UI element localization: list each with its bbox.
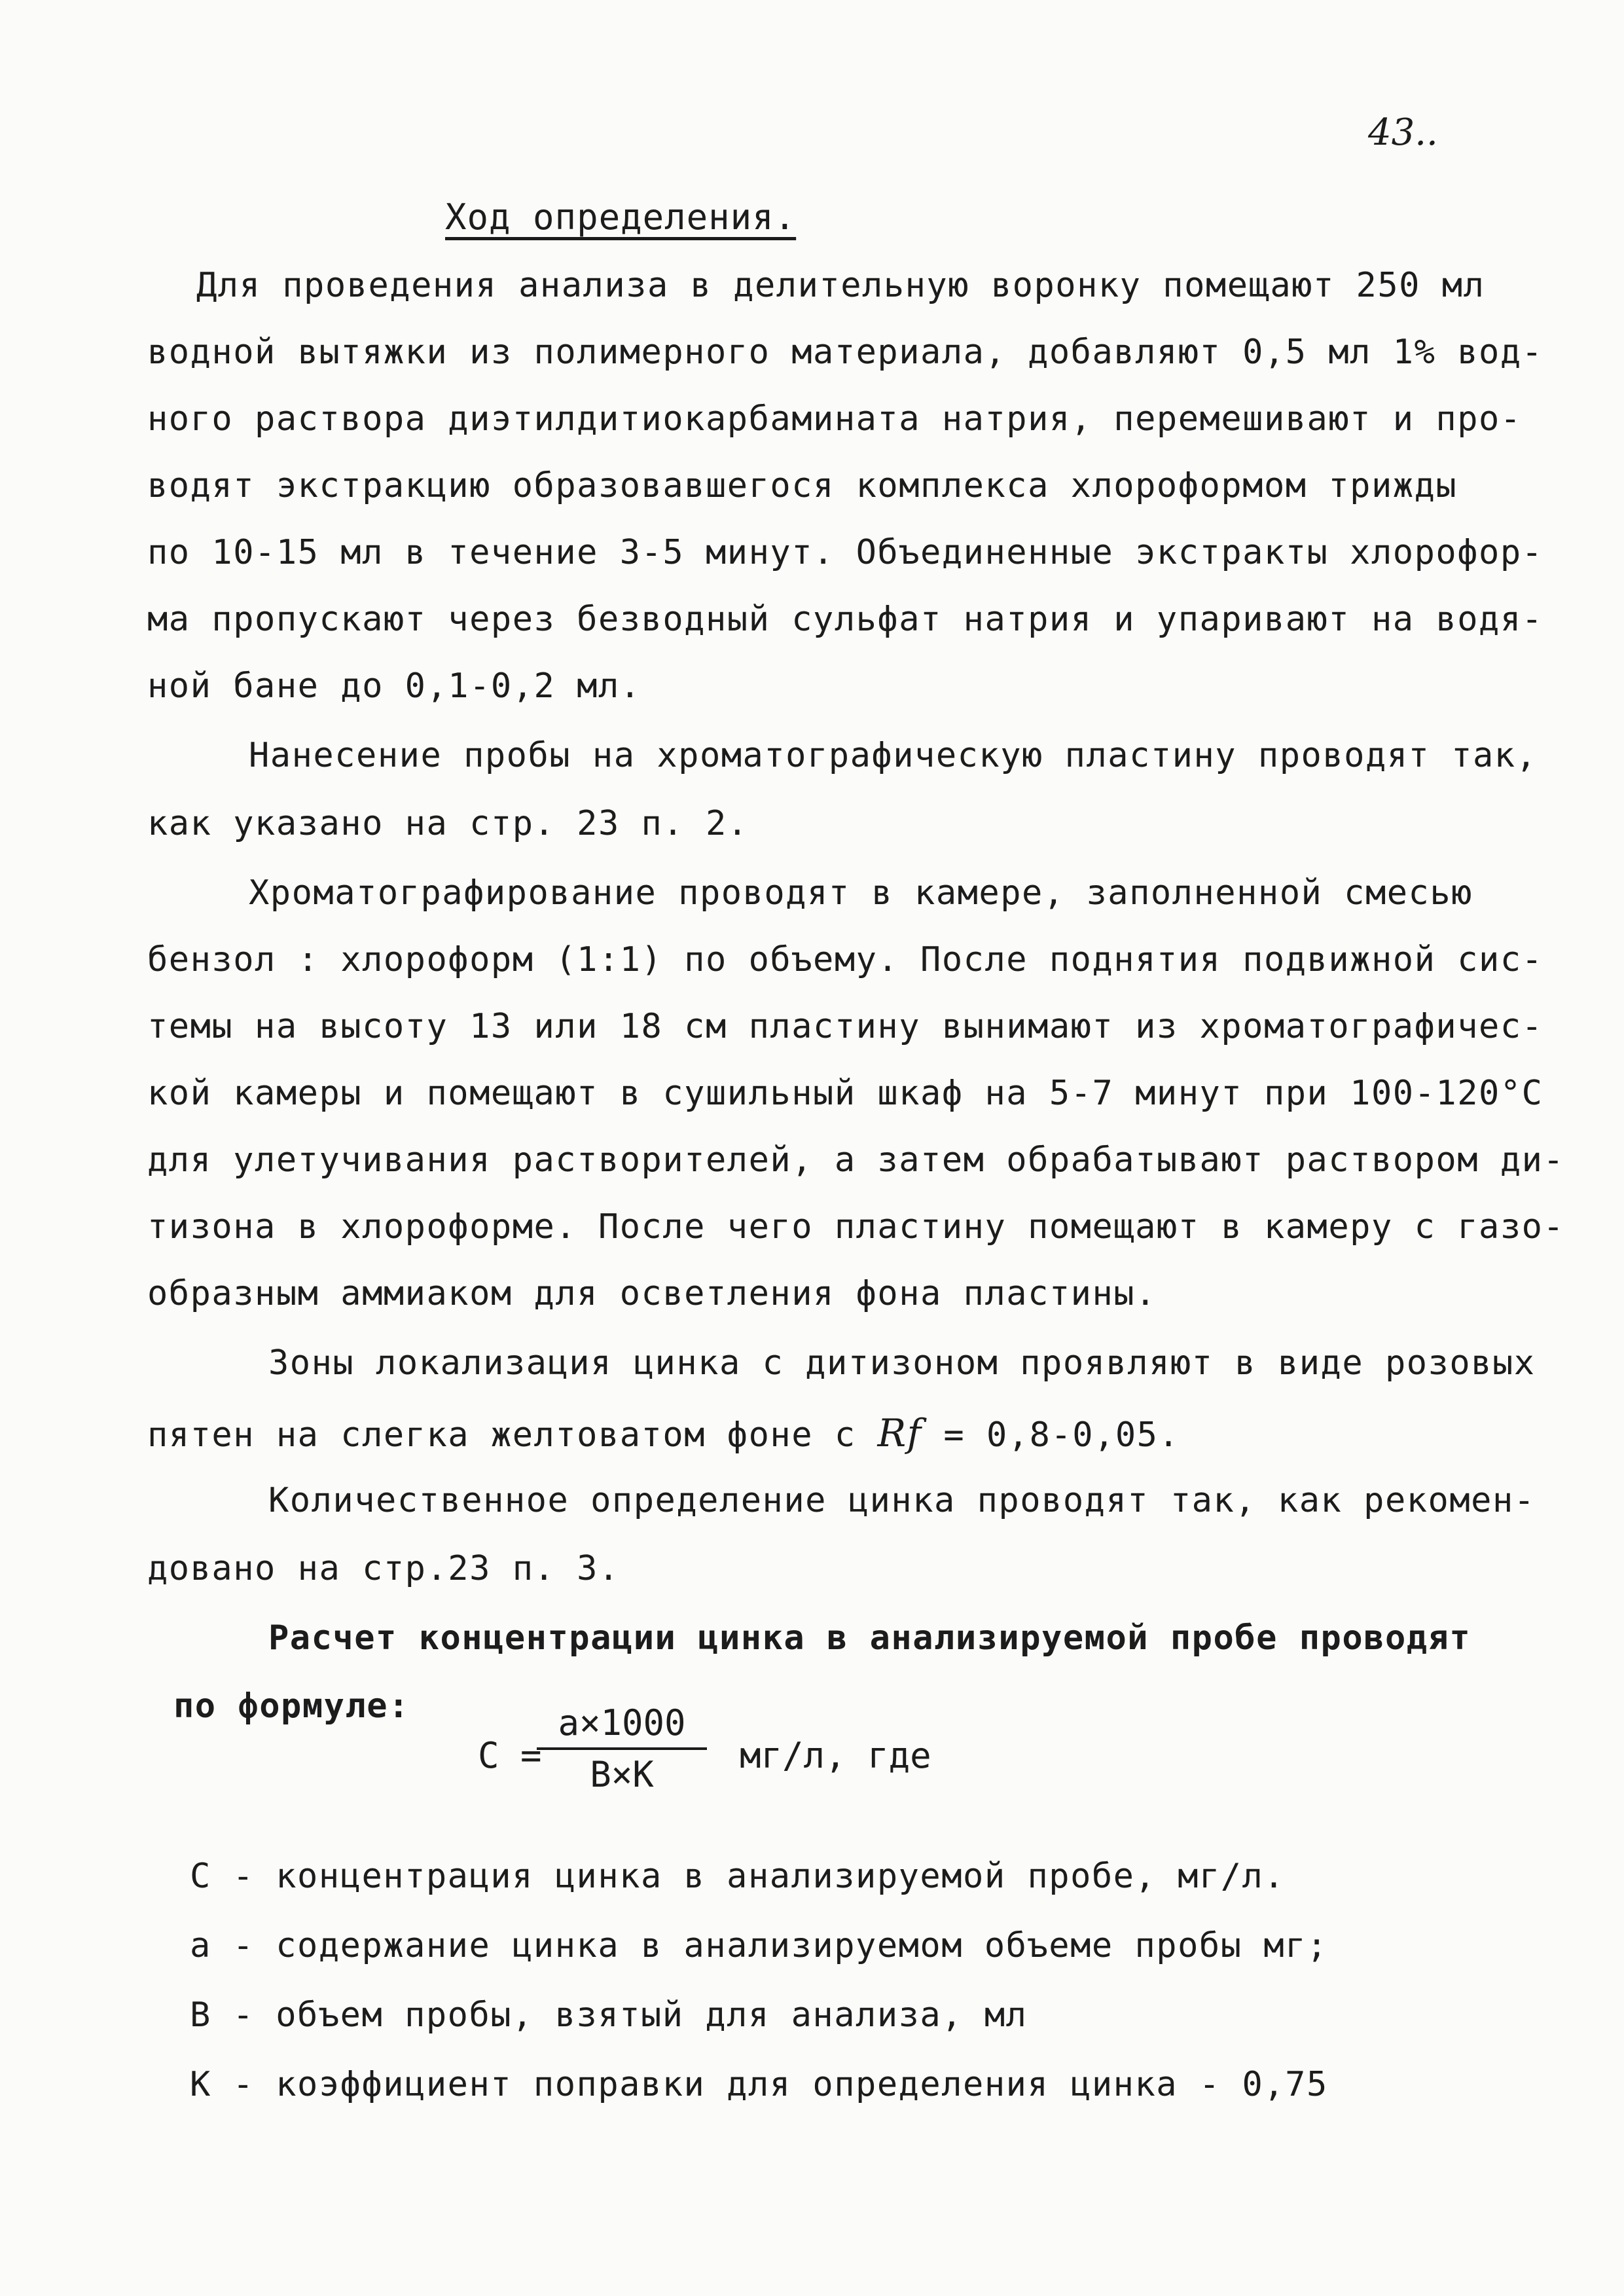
text-line: Зоны локализация цинка с дитизоном проявляют в виде розовых	[268, 1343, 1536, 1383]
formula-lhs: С =	[478, 1735, 542, 1776]
text-line: кой камеры и помещают в сушильный шкаф на 5-7 минут при 100-120°С	[147, 1074, 1543, 1113]
text-line	[147, 1411, 1180, 1455]
text-line: как указано на стр. 23 п. 2.	[147, 804, 749, 843]
text-line: ного раствора диэтилдитиокарбамината натрия, перемешивают и про-	[147, 399, 1522, 439]
text-line: ной бане до 0,1-0,2 мл.	[147, 666, 641, 706]
formula-fraction	[537, 1702, 707, 1795]
formula-numerator: a×1000	[558, 1702, 686, 1743]
text-line: для улетучивания растворителей, а затем обрабатывают раствором ди-	[147, 1140, 1565, 1180]
formula-rhs: мг/л, где	[740, 1735, 931, 1776]
rf-symbol: Rf	[877, 1411, 922, 1455]
formula	[478, 1702, 1001, 1807]
text-line: Количественное определение цинка проводят так, как рекомен-	[268, 1481, 1536, 1520]
definition-line: С - концентрация цинка в анализируемой пробе, мг/л.	[190, 1857, 1286, 1896]
text-line: темы на высоту 13 или 18 см пластину вынимают из хроматографичес-	[147, 1007, 1543, 1046]
text-line: Нанесение пробы на хроматографическую пластину проводят так,	[249, 736, 1538, 775]
text-line: водят экстракцию образовавшегося комплекса хлороформом трижды	[147, 466, 1458, 505]
text-line: Расчет концентрации цинка в анализируемой пробе проводят	[268, 1618, 1471, 1658]
section-title: Ход определения.	[445, 196, 797, 238]
definition-line: а - содержание цинка в анализируемом объеме пробы мг;	[190, 1926, 1328, 1965]
text-line: тизона в хлороформе. После чего пластину помещают в камеру с газо-	[147, 1207, 1565, 1247]
text-fragment: = 0,8-0,05.	[943, 1415, 1180, 1455]
text-line: по формуле:	[173, 1686, 410, 1726]
text-line: бензол : хлороформ (1:1) по объему. После поднятия подвижной сис-	[147, 940, 1543, 979]
text-line: Для проведения анализа в делительную воронку помещают 250 мл	[196, 266, 1485, 305]
text-line: по 10-15 мл в течение 3-5 минут. Объединенные экстракты хлорофор-	[147, 533, 1543, 572]
text-line: Хроматографирование проводят в камере, заполненной смесью	[249, 873, 1473, 913]
text-line: довано на стр.23 п. 3.	[147, 1549, 620, 1588]
text-line: ма пропускают через безводный сульфат натрия и упаривают на водя-	[147, 600, 1543, 639]
text-line: образным аммиаком для осветления фона пластины.	[147, 1274, 1157, 1313]
definition-line: В - объем пробы, взятый для анализа, мл	[190, 1995, 1028, 2035]
formula-denominator: B×K	[590, 1754, 654, 1795]
page-number: 43..	[1368, 111, 1438, 154]
text-fragment: пятен на слегка желтоватом фоне с	[147, 1415, 856, 1455]
text-line: водной вытяжки из полимерного материала, добавляют 0,5 мл 1% вод-	[147, 333, 1543, 372]
definition-line: К - коэффициент поправки для определения цинка - 0,75	[190, 2065, 1328, 2104]
